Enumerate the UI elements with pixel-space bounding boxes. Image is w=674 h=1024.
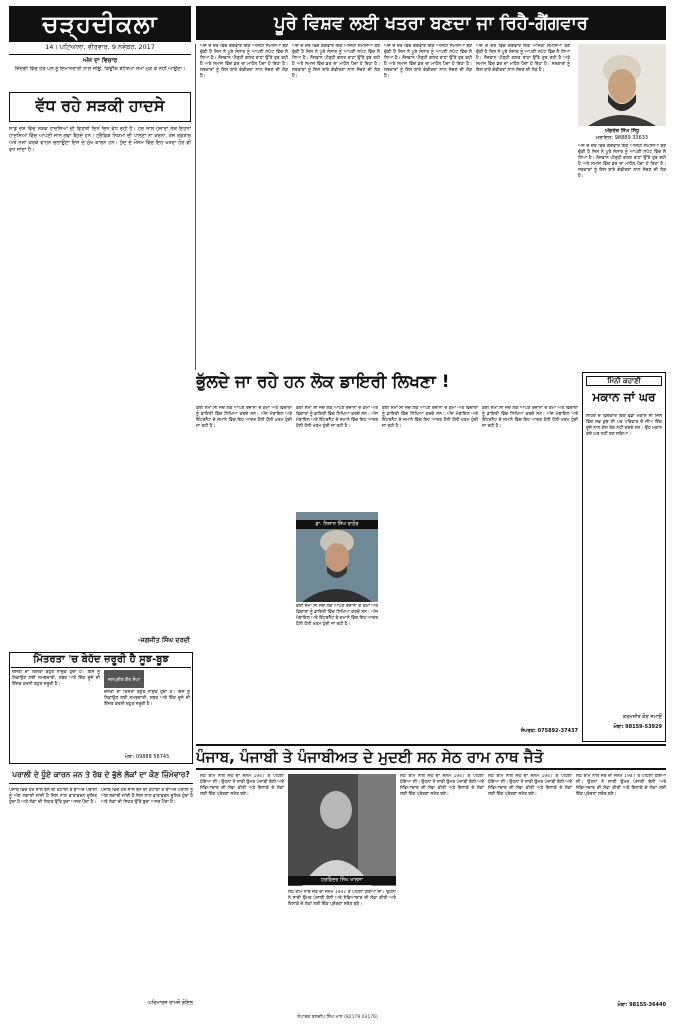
lead-author-photo [578,44,666,126]
portrait-figure [288,774,396,886]
diary-headline: ਭੁੱਲਦੇ ਜਾ ਰਹੇ ਹਨ ਲੋਕ ਡਾਇਰੀ ਲਿਖਣਾ ! [196,372,450,392]
tribute-contact: ਮੋਬਾ: 98155-36440 [617,1002,666,1008]
editorial-headline: ਵੱਧ ਰਹੇ ਸੜਕੀ ਹਾਦਸੇ [35,96,165,115]
friendship-contact: ਮੋਬਾ: 09888 58745 [124,754,170,760]
lead-body-col-3: ਅੱਜ ਦੇ ਦੌਰ ਵਿੱਚ ਗੈਂਗਵਾਰ ਇੱਕ ਅਜਿਹੀ ਸਮੱਸਿਆ ਬਣ ਚੁੱਕੀ ਹੈ ਜਿਸ ਨੇ ਪੂਰੇ ਸੰਸਾਰ ਨੂੰ ਆਪਣੀ ਲਪੇਟ ਵਿੱਚ ਲੈ ਲਿਆ ਹੈ। ਨੌਜਵਾਨ ਪੀੜ੍ਹੀ ਗਲਤ ਰਾਹਾਂ ਉੱਤੇ ਤੁਰ ਰਹੀ ਹੈ ਅਤੇ ਸਮਾਜ ਵਿੱਚ ਡਰ ਦਾ ਮਾਹੌਲ ਪੈਦਾ ਹੋ ਰਿਹਾ ਹੈ। ਸਰਕਾਰਾਂ ਨੂੰ ਇਸ ਬਾਰੇ ਗੰਭੀਰਤਾ ਨਾਲ ਸੋਚਣ ਦੀ ਲੋੜ ਹੈ। [384,44,472,79]
diary-author-caption: ਡਾ. ਨਿਸ਼ਾਨ ਸਿੰਘ ਰਾਠੌਰ [296,520,378,529]
friendship-body-col-2: ਦੋਸਤੀ ਦਾ ਰਿਸ਼ਤਾ ਬਹੁਤ ਨਾਜ਼ੁਕ ਹੁੰਦਾ ਹੈ। ਇਸ ਨੂੰ ਨਿਭਾਉਣ ਲਈ ਸਮਝਦਾਰੀ, ਸਬਰ ਅਤੇ ਇੱਕ ਦੂਜੇ ਦੀ ਇੱਜ਼ਤ ਕਰਨੀ ਬਹੁਤ ਜ਼ਰੂਰੀ ਹੈ। [104,690,190,707]
lead-headline: ਪੂਰੇ ਵਿਸ਼ਵ ਲਈ ਖਤਰਾ ਬਣਦਾ ਜਾ ਰਿਹੈ-ਗੈਂਗਵਾਰ [196,6,666,40]
mini-story-author: ਕਰਮਜੀਤ ਕੌਰ ਸਮਾਓਂ [622,714,662,720]
editorial-body: ਸਾਡੇ ਦੇਸ਼ ਵਿੱਚ ਸੜਕ ਹਾਦਸਿਆਂ ਦੀ ਗਿਣਤੀ ਦਿਨੋਂ ਦਿਨ ਵੱਧ ਰਹੀ ਹੈ। ਹਰ ਸਾਲ ਹਜ਼ਾਰਾਂ ਲੋਕ ਇਹਨਾਂ ਹਾਦਸਿਆਂ ਵਿੱਚ ਆਪਣੀ ਜਾਨ ਗਵਾ ਬੈਠਦੇ ਹਨ। ਟ੍ਰੈਫਿਕ ਨਿਯਮਾਂ ਦੀ ਪਾਲਣਾ ਨਾ ਕਰਨਾ, ਤੇਜ਼ ਰਫ਼ਤਾਰ ਅਤੇ ਨਸ਼ਾ ਕਰਕੇ ਵਾਹਨ ਚਲਾਉਣਾ ਇਸ ਦੇ ਮੁੱਖ ਕਾਰਨ ਹਨ। ਧੁੰਦ ਦੇ ਮੌਸਮ ਵਿੱਚ ਇਹ ਖਤਰਾ ਹੋਰ ਵੀ ਵਧ ਜਾਂਦਾ ਹੈ। [9,126,191,153]
lead-body-col-2: ਅੱਜ ਦੇ ਦੌਰ ਵਿੱਚ ਗੈਂਗਵਾਰ ਇੱਕ ਅਜਿਹੀ ਸਮੱਸਿਆ ਬਣ ਚੁੱਕੀ ਹੈ ਜਿਸ ਨੇ ਪੂਰੇ ਸੰਸਾਰ ਨੂੰ ਆਪਣੀ ਲਪੇਟ ਵਿੱਚ ਲੈ ਲਿਆ ਹੈ। ਨੌਜਵਾਨ ਪੀੜ੍ਹੀ ਗਲਤ ਰਾਹਾਂ ਉੱਤੇ ਤੁਰ ਰਹੀ ਹੈ ਅਤੇ ਸਮਾਜ ਵਿੱਚ ਡਰ ਦਾ ਮਾਹੌਲ ਪੈਦਾ ਹੋ ਰਿਹਾ ਹੈ। ਸਰਕਾਰਾਂ ਨੂੰ ਇਸ ਬਾਰੇ ਗੰਭੀਰਤਾ ਨਾਲ ਸੋਚਣ ਦੀ ਲੋੜ ਹੈ। [292,44,380,79]
question-headline: ਪਰਾਲੀ ਦੇ ਧੂੰਏ ਕਾਰਨ ਜਨ ਤੇ ਰੱਬ ਦੇ ਭੁੱਲੇ ਲੋਕਾਂ ਦਾ ਕੌਣ ਜ਼ਿੰਮੇਵਾਰ? [9,768,193,784]
question-body-col-1: ਪੰਜਾਬ ਵਿੱਚ ਹਰ ਸਾਲ ਝੋਨੇ ਦੀ ਕਟਾਈ ਤੋਂ ਬਾਅਦ ਪਰਾਲੀ ਨੂੰ ਅੱਗ ਲਗਾਈ ਜਾਂਦੀ ਹੈ ਜਿਸ ਨਾਲ ਵਾਤਾਵਰਨ ਦੂਸ਼ਿਤ ਹੁੰਦਾ ਹੈ ਅਤੇ ਲੋਕਾਂ ਦੀ ਸਿਹਤ ਉੱਤੇ ਬੁਰਾ ਅਸਰ ਪੈਂਦਾ ਹੈ। [9,788,97,805]
lead-body-col-1: ਅੱਜ ਦੇ ਦੌਰ ਵਿੱਚ ਗੈਂਗਵਾਰ ਇੱਕ ਅਜਿਹੀ ਸਮੱਸਿਆ ਬਣ ਚੁੱਕੀ ਹੈ ਜਿਸ ਨੇ ਪੂਰੇ ਸੰਸਾਰ ਨੂੰ ਆਪਣੀ ਲਪੇਟ ਵਿੱਚ ਲੈ ਲਿਆ ਹੈ। ਨੌਜਵਾਨ ਪੀੜ੍ਹੀ ਗਲਤ ਰਾਹਾਂ ਉੱਤੇ ਤੁਰ ਰਹੀ ਹੈ ਅਤੇ ਸਮਾਜ ਵਿੱਚ ਡਰ ਦਾ ਮਾਹੌਲ ਪੈਦਾ ਹੋ ਰਿਹਾ ਹੈ। ਸਰਕਾਰਾਂ ਨੂੰ ਇਸ ਬਾਰੇ ਗੰਭੀਰਤਾ ਨਾਲ ਸੋਚਣ ਦੀ ਲੋੜ ਹੈ। [200,44,288,79]
diary-body-col-5: ਕੋਈ ਸਮਾਂ ਸੀ ਜਦੋਂ ਲੋਕ ਆਪਣੇ ਰੋਜ਼ਾਨਾ ਦੇ ਕੰਮਾਂ ਅਤੇ ਵਿਚਾਰਾਂ ਨੂੰ ਡਾਇਰੀ ਵਿੱਚ ਲਿਖਿਆ ਕਰਦੇ ਸਨ। ਅੱਜ ਮੋਬਾਇਲ ਅਤੇ ਇੰਟਰਨੈੱਟ ਦੇ ਜ਼ਮਾਨੇ ਵਿੱਚ ਇਹ ਆਦਤ ਹੌਲੀ ਹੌਲੀ ਖਤਮ ਹੁੰਦੀ ਜਾ ਰਹੀ ਹੈ। [482,406,578,429]
lead-body-col-5: ਅੱਜ ਦੇ ਦੌਰ ਵਿੱਚ ਗੈਂਗਵਾਰ ਇੱਕ ਅਜਿਹੀ ਸਮੱਸਿਆ ਬਣ ਚੁੱਕੀ ਹੈ ਜਿਸ ਨੇ ਪੂਰੇ ਸੰਸਾਰ ਨੂੰ ਆਪਣੀ ਲਪੇਟ ਵਿੱਚ ਲੈ ਲਿਆ ਹੈ। ਨੌਜਵਾਨ ਪੀੜ੍ਹੀ ਗਲਤ ਰਾਹਾਂ ਉੱਤੇ ਤੁਰ ਰਹੀ ਹੈ ਅਤੇ ਸਮਾਜ ਵਿੱਚ ਡਰ ਦਾ ਮਾਹੌਲ ਪੈਦਾ ਹੋ ਰਿਹਾ ਹੈ। ਸਰਕਾਰਾਂ ਨੂੰ ਇਸ ਬਾਰੇ ਗੰਭੀਰਤਾ ਨਾਲ ਸੋਚਣ ਦੀ ਲੋੜ ਹੈ। [578,144,666,179]
lead-author-contact: ਮੋਬਾਇਲ: 98889 33633 [595,135,649,141]
mini-story-contact: ਮੋਬਾ: 98159-53929 [613,724,662,730]
portrait-figure [578,44,666,126]
lead-author-name: ਅੰਗਰੇਜ਼ ਸਿੰਘ ਸਿੱਧੂ [604,128,640,134]
thought-heading: ਅੱਜ ਦਾ ਵਿਚਾਰ [82,57,118,64]
mini-story-body: ਸ਼ਹਿਰ ਦੇ ਵਿਚਕਾਰ ਇੱਕ ਵੱਡਾ ਮਕਾਨ ਸੀ ਜਿਸ ਵਿੱਚ ਸਭ ਕੁਝ ਸੀ ਪਰ ਪਰਿਵਾਰ ਦੇ ਜੀਅ ਇੱਕ ਦੂਜੇ ਨਾਲ ਗੱਲ ਤੱਕ ਨਹੀਂ ਕਰਦੇ ਸਨ। ਉਹ ਮਕਾਨ ਕਦੇ ਘਰ ਨਹੀਂ ਬਣ ਸਕਿਆ। [586,414,662,437]
masthead-dateline: 14। ਪਟਿਆਲਾ, ਵੀਰਵਾਰ, 9 ਨਵੰਬਰ, 2017 [9,43,191,55]
mini-story-label: ਮਿੰਨੀ ਕਹਾਣੀ [586,376,662,386]
lead-body-col-4: ਅੱਜ ਦੇ ਦੌਰ ਵਿੱਚ ਗੈਂਗਵਾਰ ਇੱਕ ਅਜਿਹੀ ਸਮੱਸਿਆ ਬਣ ਚੁੱਕੀ ਹੈ ਜਿਸ ਨੇ ਪੂਰੇ ਸੰਸਾਰ ਨੂੰ ਆਪਣੀ ਲਪੇਟ ਵਿੱਚ ਲੈ ਲਿਆ ਹੈ। ਨੌਜਵਾਨ ਪੀੜ੍ਹੀ ਗਲਤ ਰਾਹਾਂ ਉੱਤੇ ਤੁਰ ਰਹੀ ਹੈ ਅਤੇ ਸਮਾਜ ਵਿੱਚ ਡਰ ਦਾ ਮਾਹੌਲ ਪੈਦਾ ਹੋ ਰਿਹਾ ਹੈ। ਸਰਕਾਰਾਂ ਨੂੰ ਇਸ ਬਾਰੇ ਗੰਭੀਰਤਾ ਨਾਲ ਸੋਚਣ ਦੀ ਲੋੜ ਹੈ। [476,44,570,73]
question-byline: -ਪਰਿਮਾਰਜ ਰਾਮਜ਼ੋ ਗੋਇਲ [146,1000,193,1006]
tribute-body-col-5: ਸੇਠ ਰਾਮ ਨਾਥ ਜੈਤੋ ਦਾ ਜਨਮ 1947 ਤੋਂ ਪਹਿਲਾਂ ਹੋਇਆ ਸੀ। ਉਹਨਾਂ ਨੇ ਸਾਰੀ ਉਮਰ ਪੰਜਾਬੀ ਬੋਲੀ ਅਤੇ ਸੱਭਿਆਚਾਰ ਦੀ ਸੇਵਾ ਕੀਤੀ ਅਤੇ ਇਲਾਕੇ ਦੇ ਲੋਕਾਂ ਲਈ ਇੱਕ ਪ੍ਰੇਰਣਾ ਸਰੋਤ ਬਣੇ। [576,774,666,797]
tribute-author-caption: ਹਰਵਿੰਦਰ ਸਿੰਘ ਖਾਲਸਾ [288,876,396,885]
diary-body-col-2: ਕੋਈ ਸਮਾਂ ਸੀ ਜਦੋਂ ਲੋਕ ਆਪਣੇ ਰੋਜ਼ਾਨਾ ਦੇ ਕੰਮਾਂ ਅਤੇ ਵਿਚਾਰਾਂ ਨੂੰ ਡਾਇਰੀ ਵਿੱਚ ਲਿਖਿਆ ਕਰਦੇ ਸਨ। ਅੱਜ ਮੋਬਾਇਲ ਅਤੇ ਇੰਟਰਨੈੱਟ ਦੇ ਜ਼ਮਾਨੇ ਵਿੱਚ ਇਹ ਆਦਤ ਹੌਲੀ ਹੌਲੀ ਖਤਮ ਹੁੰਦੀ ਜਾ ਰਹੀ ਹੈ। [296,406,378,429]
tribute-body-col-2: ਸੇਠ ਰਾਮ ਨਾਥ ਜੈਤੋ ਦਾ ਜਨਮ 1947 ਤੋਂ ਪਹਿਲਾਂ ਹੋਇਆ ਸੀ। ਉਹਨਾਂ ਨੇ ਸਾਰੀ ਉਮਰ ਪੰਜਾਬੀ ਬੋਲੀ ਅਤੇ ਸੱਭਿਆਚਾਰ ਦੀ ਸੇਵਾ ਕੀਤੀ ਅਤੇ ਇਲਾਕੇ ਦੇ ਲੋਕਾਂ ਲਈ ਇੱਕ ਪ੍ਰੇਰਣਾ ਸਰੋਤ ਬਣੇ। [288,890,396,907]
column-divider [195,44,196,370]
diary-body-col-3: ਕੋਈ ਸਮਾਂ ਸੀ ਜਦੋਂ ਲੋਕ ਆਪਣੇ ਰੋਜ਼ਾਨਾ ਦੇ ਕੰਮਾਂ ਅਤੇ ਵਿਚਾਰਾਂ ਨੂੰ ਡਾਇਰੀ ਵਿੱਚ ਲਿਖਿਆ ਕਰਦੇ ਸਨ। ਅੱਜ ਮੋਬਾਇਲ ਅਤੇ ਇੰਟਰਨੈੱਟ ਦੇ ਜ਼ਮਾਨੇ ਵਿੱਚ ਇਹ ਆਦਤ ਹੌਲੀ ਹੌਲੀ ਖਤਮ ਹੁੰਦੀ ਜਾ ਰਹੀ ਹੈ। [296,604,378,627]
tribute-photo [288,774,396,886]
diary-body-col-4: ਕੋਈ ਸਮਾਂ ਸੀ ਜਦੋਂ ਲੋਕ ਆਪਣੇ ਰੋਜ਼ਾਨਾ ਦੇ ਕੰਮਾਂ ਅਤੇ ਵਿਚਾਰਾਂ ਨੂੰ ਡਾਇਰੀ ਵਿੱਚ ਲਿਖਿਆ ਕਰਦੇ ਸਨ। ਅੱਜ ਮੋਬਾਇਲ ਅਤੇ ਇੰਟਰਨੈੱਟ ਦੇ ਜ਼ਮਾਨੇ ਵਿੱਚ ਇਹ ਆਦਤ ਹੌਲੀ ਹੌਲੀ ਖਤਮ ਹੁੰਦੀ ਜਾ ਰਹੀ ਹੈ। [382,406,478,429]
friendship-author-caption: ਜਸਪ੍ਰੀਤ ਕੌਰ ਸੰਘਾ [107,678,141,683]
friendship-body-col-1: ਦੋਸਤੀ ਦਾ ਰਿਸ਼ਤਾ ਬਹੁਤ ਨਾਜ਼ੁਕ ਹੁੰਦਾ ਹੈ। ਇਸ ਨੂੰ ਨਿਭਾਉਣ ਲਈ ਸਮਝਦਾਰੀ, ਸਬਰ ਅਤੇ ਇੱਕ ਦੂਜੇ ਦੀ ਇੱਜ਼ਤ ਕਰਨੀ ਬਹੁਤ ਜ਼ਰੂਰੀ ਹੈ। [12,670,100,687]
thought-text: ਜ਼ਿੰਦਗੀ ਵਿੱਚ ਹਰ ਪਲ ਨੂੰ ਇਮਾਨਦਾਰੀ ਨਾਲ ਜੀਉ, ਕਿਉਂਕਿ ਬੀਤਿਆ ਸਮਾਂ ਮੁੜ ਕੇ ਨਹੀਂ ਆਉਂਦਾ। [14,66,186,72]
question-body-col-2: ਪੰਜਾਬ ਵਿੱਚ ਹਰ ਸਾਲ ਝੋਨੇ ਦੀ ਕਟਾਈ ਤੋਂ ਬਾਅਦ ਪਰਾਲੀ ਨੂੰ ਅੱਗ ਲਗਾਈ ਜਾਂਦੀ ਹੈ ਜਿਸ ਨਾਲ ਵਾਤਾਵਰਨ ਦੂਸ਼ਿਤ ਹੁੰਦਾ ਹੈ ਅਤੇ ਲੋਕਾਂ ਦੀ ਸਿਹਤ ਉੱਤੇ ਬੁਰਾ ਅਸਰ ਪੈਂਦਾ ਹੈ। [101,788,193,805]
masthead-logo: ਚੜ੍ਹਦੀਕਲਾ [9,6,191,42]
editorial-byline: -ਜਗਜੀਤ ਸਿੰਘ ਦਰਦੀ [137,636,190,644]
friendship-headline: ਮਿੱਤਰਤਾ 'ਚ ਬੇਹੱਦ ਜ਼ਰੂਰੀ ਹੈ ਸੂਝ-ਬੂਝ [11,654,191,668]
tribute-headline: ਪੰਜਾਬ, ਪੰਜਾਬੀ ਤੇ ਪੰਜਾਬੀਅਤ ਦੇ ਮੁਦਈ ਸਨ ਸੇਠ ਰਾਮ ਨਾਥ ਜੈਤੋ [196,744,666,770]
diary-body-col-1: ਕੋਈ ਸਮਾਂ ਸੀ ਜਦੋਂ ਲੋਕ ਆਪਣੇ ਰੋਜ਼ਾਨਾ ਦੇ ਕੰਮਾਂ ਅਤੇ ਵਿਚਾਰਾਂ ਨੂੰ ਡਾਇਰੀ ਵਿੱਚ ਲਿਖਿਆ ਕਰਦੇ ਸਨ। ਅੱਜ ਮੋਬਾਇਲ ਅਤੇ ਇੰਟਰਨੈੱਟ ਦੇ ਜ਼ਮਾਨੇ ਵਿੱਚ ਇਹ ਆਦਤ ਹੌਲੀ ਹੌਲੀ ਖਤਮ ਹੁੰਦੀ ਜਾ ਰਹੀ ਹੈ। [196,406,292,429]
footer-imprint: ਸੰਪਾਦਕ ਬਲਦੀਪ ਸਿੰਘ ਮਾਨ (82179 03176) [297,1015,378,1020]
diary-contact: ਸੰਪਰਕ: 075892-37437 [520,728,578,734]
tribute-body-col-1: ਸੇਠ ਰਾਮ ਨਾਥ ਜੈਤੋ ਦਾ ਜਨਮ 1947 ਤੋਂ ਪਹਿਲਾਂ ਹੋਇਆ ਸੀ। ਉਹਨਾਂ ਨੇ ਸਾਰੀ ਉਮਰ ਪੰਜਾਬੀ ਬੋਲੀ ਅਤੇ ਸੱਭਿਆਚਾਰ ਦੀ ਸੇਵਾ ਕੀਤੀ ਅਤੇ ਇਲਾਕੇ ਦੇ ਲੋਕਾਂ ਲਈ ਇੱਕ ਪ੍ਰੇਰਣਾ ਸਰੋਤ ਬਣੇ। [200,774,284,797]
tribute-body-col-3: ਸੇਠ ਰਾਮ ਨਾਥ ਜੈਤੋ ਦਾ ਜਨਮ 1947 ਤੋਂ ਪਹਿਲਾਂ ਹੋਇਆ ਸੀ। ਉਹਨਾਂ ਨੇ ਸਾਰੀ ਉਮਰ ਪੰਜਾਬੀ ਬੋਲੀ ਅਤੇ ਸੱਭਿਆਚਾਰ ਦੀ ਸੇਵਾ ਕੀਤੀ ਅਤੇ ਇਲਾਕੇ ਦੇ ਲੋਕਾਂ ਲਈ ਇੱਕ ਪ੍ਰੇਰਣਾ ਸਰੋਤ ਬਣੇ। [400,774,484,797]
mini-story-headline: ਮਕਾਨ ਜਾਂ ਘਰ [592,390,656,404]
tribute-body-col-4: ਸੇਠ ਰਾਮ ਨਾਥ ਜੈਤੋ ਦਾ ਜਨਮ 1947 ਤੋਂ ਪਹਿਲਾਂ ਹੋਇਆ ਸੀ। ਉਹਨਾਂ ਨੇ ਸਾਰੀ ਉਮਰ ਪੰਜਾਬੀ ਬੋਲੀ ਅਤੇ ਸੱਭਿਆਚਾਰ ਦੀ ਸੇਵਾ ਕੀਤੀ ਅਤੇ ਇਲਾਕੇ ਦੇ ਲੋਕਾਂ ਲਈ ਇੱਕ ਪ੍ਰੇਰਣਾ ਸਰੋਤ ਬਣੇ। [488,774,572,797]
